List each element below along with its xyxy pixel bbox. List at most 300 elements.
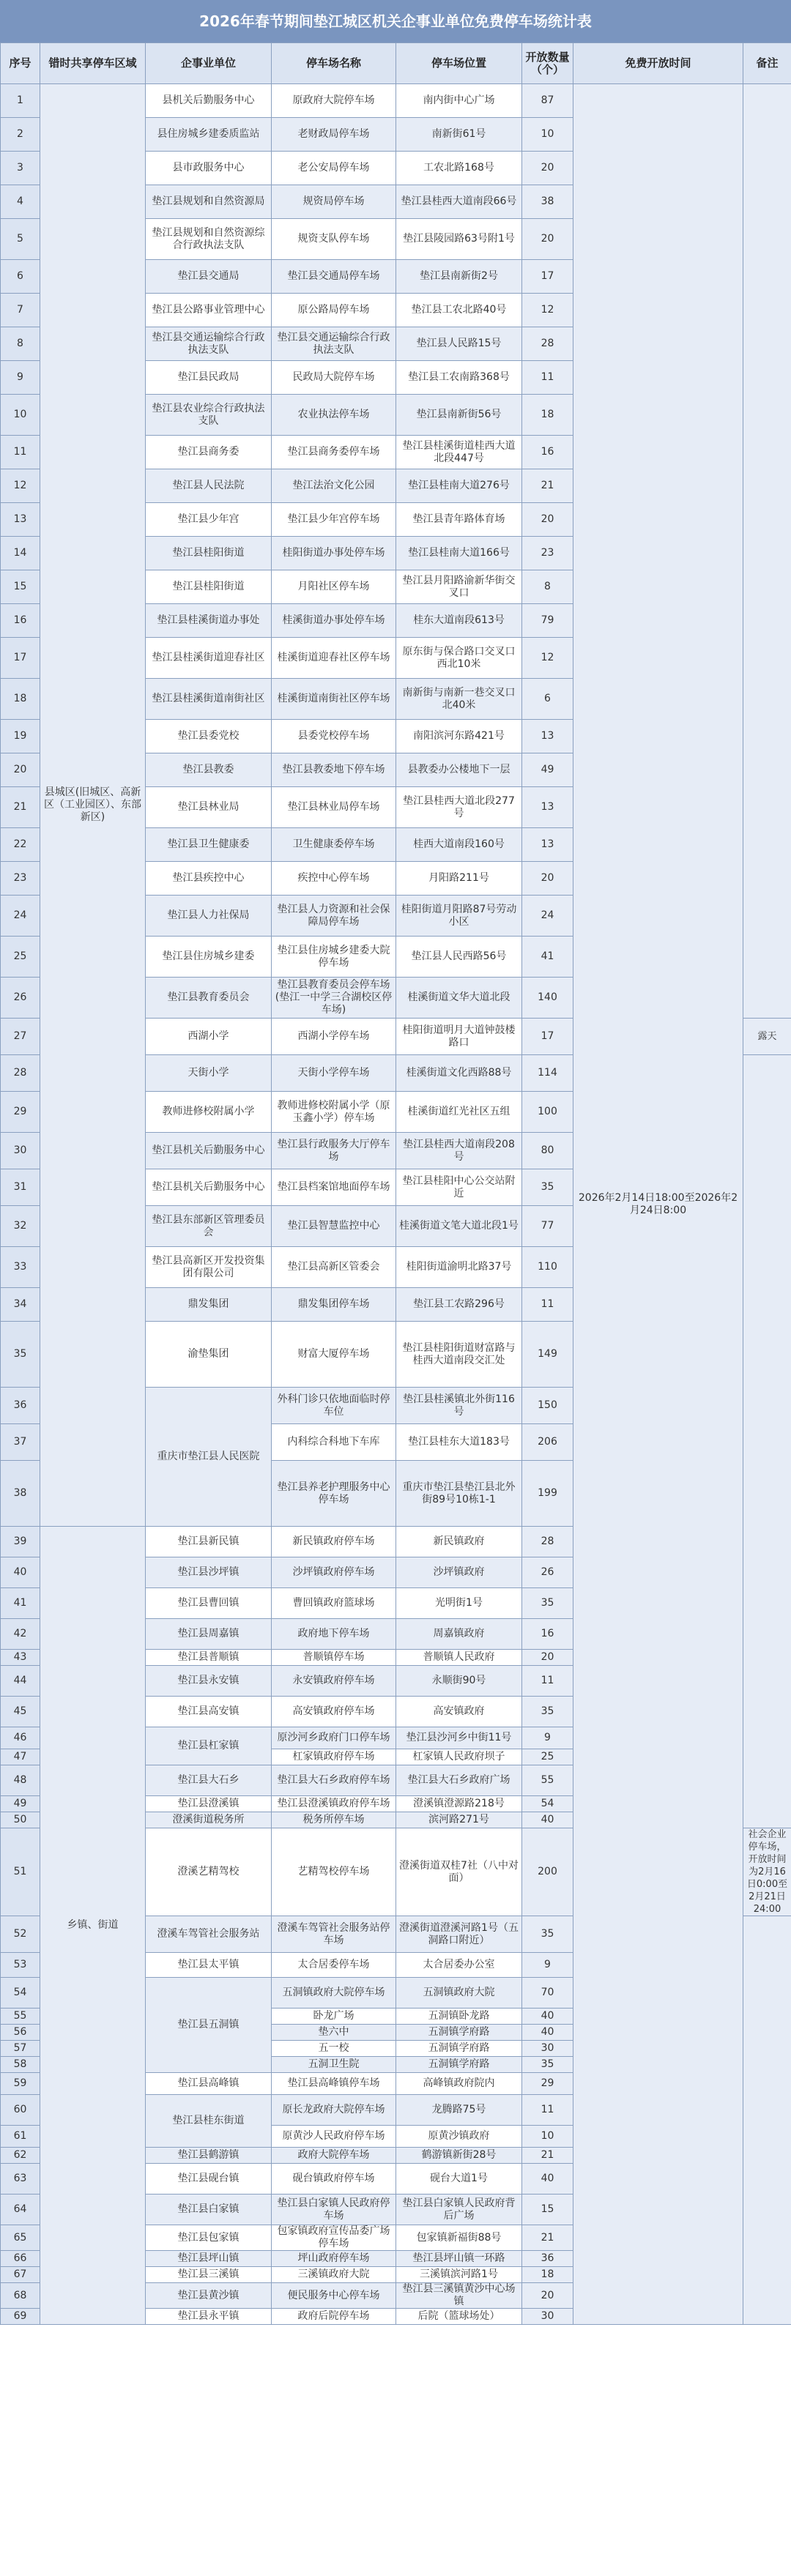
open-count-cell: 20 bbox=[522, 152, 573, 185]
open-count-cell: 8 bbox=[522, 570, 573, 604]
row-number: 11 bbox=[1, 436, 40, 469]
lot-name-cell: 民政局大院停车场 bbox=[272, 361, 396, 395]
unit-cell: 垫江县包家镇 bbox=[146, 2225, 272, 2251]
lot-name-cell: 桂溪街道办事处停车场 bbox=[272, 604, 396, 638]
row-number: 1 bbox=[1, 84, 40, 118]
unit-cell: 垫江县机关后勤服务中心 bbox=[146, 1169, 272, 1206]
header-cell: 企事业单位 bbox=[146, 43, 272, 84]
row-number: 41 bbox=[1, 1588, 40, 1619]
lot-location-cell: 龙腾路75号 bbox=[396, 2095, 522, 2126]
row-number: 12 bbox=[1, 469, 40, 503]
row-number: 5 bbox=[1, 219, 40, 260]
lot-location-cell: 垫江县白家镇人民政府背后广场 bbox=[396, 2195, 522, 2225]
open-count-cell: 87 bbox=[522, 84, 573, 118]
lot-location-cell: 垫江县桂西大道北段277号 bbox=[396, 787, 522, 828]
open-count-cell: 11 bbox=[522, 361, 573, 395]
unit-cell: 澄溪艺精驾校 bbox=[146, 1828, 272, 1916]
open-count-cell: 40 bbox=[522, 2009, 573, 2025]
unit-cell: 垫江县高新区开发投资集团有限公司 bbox=[146, 1247, 272, 1288]
lot-location-cell: 澄溪街道双桂7社（八中对面） bbox=[396, 1828, 522, 1916]
header-cell: 错时共享停车区域 bbox=[40, 43, 146, 84]
table-row bbox=[1, 84, 791, 118]
row-number: 68 bbox=[1, 2283, 40, 2309]
note-cell bbox=[743, 1916, 791, 2325]
unit-cell: 县住房城乡建委质监站 bbox=[146, 118, 272, 152]
lot-location-cell: 垫江县桂南大道166号 bbox=[396, 537, 522, 570]
unit-cell: 县机关后勤服务中心 bbox=[146, 84, 272, 118]
row-number: 42 bbox=[1, 1619, 40, 1650]
row-number: 16 bbox=[1, 604, 40, 638]
row-number: 47 bbox=[1, 1749, 40, 1765]
row-number: 40 bbox=[1, 1557, 40, 1588]
lot-name-cell: 永安镇政府停车场 bbox=[272, 1666, 396, 1697]
open-count-cell: 80 bbox=[522, 1133, 573, 1169]
unit-cell: 垫江县公路事业管理中心 bbox=[146, 294, 272, 327]
lot-name-cell: 原公路局停车场 bbox=[272, 294, 396, 327]
lot-location-cell: 南内街中心广场 bbox=[396, 84, 522, 118]
row-number: 4 bbox=[1, 185, 40, 219]
lot-location-cell: 南阳滨河东路421号 bbox=[396, 720, 522, 753]
open-count-cell: 40 bbox=[522, 2025, 573, 2041]
lot-location-cell: 新民镇政府 bbox=[396, 1527, 522, 1557]
unit-cell: 垫江县桂东街道 bbox=[146, 2095, 272, 2148]
lot-location-cell: 垫江县工农南路368号 bbox=[396, 361, 522, 395]
unit-cell: 垫江县商务委 bbox=[146, 436, 272, 469]
lot-location-cell: 包家镇新福街88号 bbox=[396, 2225, 522, 2251]
lot-location-cell: 垫江县桂西大道南段208号 bbox=[396, 1133, 522, 1169]
lot-location-cell: 垫江县桂阳中心公交站附近 bbox=[396, 1169, 522, 1206]
lot-name-cell: 垫江县档案馆地面停车场 bbox=[272, 1169, 396, 1206]
lot-location-cell: 垫江县沙河乡中街11号 bbox=[396, 1727, 522, 1749]
unit-cell: 重庆市垫江县人民医院 bbox=[146, 1388, 272, 1527]
lot-location-cell: 桂溪街道文华大道北段 bbox=[396, 978, 522, 1019]
lot-location-cell: 桂溪街道红光社区五组 bbox=[396, 1092, 522, 1133]
row-number: 53 bbox=[1, 1953, 40, 1978]
open-count-cell: 200 bbox=[522, 1828, 573, 1916]
open-count-cell: 21 bbox=[522, 469, 573, 503]
lot-name-cell: 外科门诊只依地面临时停车位 bbox=[272, 1388, 396, 1424]
open-count-cell: 36 bbox=[522, 2251, 573, 2267]
unit-cell: 垫江县桂溪街道南街社区 bbox=[146, 679, 272, 720]
lot-name-cell: 月阳社区停车场 bbox=[272, 570, 396, 604]
lot-name-cell: 杠家镇政府停车场 bbox=[272, 1749, 396, 1765]
lot-location-cell: 砚台大道1号 bbox=[396, 2164, 522, 2195]
lot-name-cell: 垫六中 bbox=[272, 2025, 396, 2041]
row-number: 55 bbox=[1, 2009, 40, 2025]
open-count-cell: 40 bbox=[522, 2164, 573, 2195]
unit-cell: 鼎发集团 bbox=[146, 1288, 272, 1322]
lot-location-cell: 垫江县人民路15号 bbox=[396, 327, 522, 361]
lot-location-cell: 高安镇政府 bbox=[396, 1697, 522, 1727]
note-cell: 社会企业停车场，开放时间为2月16日0:00至2月21日24:00 bbox=[743, 1828, 791, 1916]
unit-cell: 垫江县黄沙镇 bbox=[146, 2283, 272, 2309]
unit-cell: 县市政服务中心 bbox=[146, 152, 272, 185]
lot-name-cell: 曹回镇政府篮球场 bbox=[272, 1588, 396, 1619]
lot-location-cell: 澄溪街道澄溪河路1号（五洞路口附近） bbox=[396, 1916, 522, 1953]
lot-name-cell: 坪山政府停车场 bbox=[272, 2251, 396, 2267]
open-count-cell: 149 bbox=[522, 1322, 573, 1388]
lot-location-cell: 垫江县南新街56号 bbox=[396, 395, 522, 436]
row-number: 28 bbox=[1, 1055, 40, 1092]
unit-cell: 垫江县杠家镇 bbox=[146, 1727, 272, 1765]
unit-cell: 垫江县周嘉镇 bbox=[146, 1619, 272, 1650]
unit-cell: 垫江县住房城乡建委 bbox=[146, 937, 272, 978]
unit-cell: 垫江县少年宫 bbox=[146, 503, 272, 537]
open-count-cell: 20 bbox=[522, 1650, 573, 1666]
lot-location-cell: 五洞镇政府大院 bbox=[396, 1978, 522, 2009]
lot-name-cell: 艺精驾校停车场 bbox=[272, 1828, 396, 1916]
lot-name-cell: 财富大厦停车场 bbox=[272, 1322, 396, 1388]
open-count-cell: 11 bbox=[522, 1666, 573, 1697]
row-number: 33 bbox=[1, 1247, 40, 1288]
lot-name-cell: 教师进修校附属小学（原玉鑫小学）停车场 bbox=[272, 1092, 396, 1133]
lot-name-cell: 垫江县交通运输综合行政执法支队 bbox=[272, 327, 396, 361]
row-number: 61 bbox=[1, 2126, 40, 2148]
row-number: 69 bbox=[1, 2309, 40, 2325]
lot-location-cell: 县教委办公楼地下一层 bbox=[396, 753, 522, 787]
lot-location-cell: 永顺街90号 bbox=[396, 1666, 522, 1697]
lot-location-cell: 重庆市垫江县垫江县北外街89号10栋1-1 bbox=[396, 1461, 522, 1527]
parking-table bbox=[0, 42, 791, 2325]
lot-name-cell: 垫江县教委地下停车场 bbox=[272, 753, 396, 787]
row-number: 18 bbox=[1, 679, 40, 720]
unit-cell: 垫江县砚台镇 bbox=[146, 2164, 272, 2195]
row-number: 59 bbox=[1, 2073, 40, 2095]
lot-name-cell: 五洞镇政府大院停车场 bbox=[272, 1978, 396, 2009]
row-number: 60 bbox=[1, 2095, 40, 2126]
lot-location-cell: 垫江县坪山镇一环路 bbox=[396, 2251, 522, 2267]
open-count-cell: 140 bbox=[522, 978, 573, 1019]
row-number: 66 bbox=[1, 2251, 40, 2267]
table-title: 2026年春节期间垫江城区机关企事业单位免费停车场统计表 bbox=[0, 0, 791, 42]
row-number: 6 bbox=[1, 260, 40, 294]
lot-location-cell: 三溪镇滨河路1号 bbox=[396, 2267, 522, 2283]
open-count-cell: 28 bbox=[522, 327, 573, 361]
open-count-cell: 70 bbox=[522, 1978, 573, 2009]
unit-cell: 天街小学 bbox=[146, 1055, 272, 1092]
lot-name-cell: 县委党校停车场 bbox=[272, 720, 396, 753]
row-number: 7 bbox=[1, 294, 40, 327]
lot-name-cell: 五一校 bbox=[272, 2041, 396, 2057]
lot-location-cell: 后院（篮球场处） bbox=[396, 2309, 522, 2325]
lot-name-cell: 砚台镇政府停车场 bbox=[272, 2164, 396, 2195]
lot-location-cell: 工农北路168号 bbox=[396, 152, 522, 185]
row-number: 46 bbox=[1, 1727, 40, 1749]
open-count-cell: 17 bbox=[522, 260, 573, 294]
lot-location-cell: 垫江县人民西路56号 bbox=[396, 937, 522, 978]
open-count-cell: 20 bbox=[522, 2283, 573, 2309]
row-number: 45 bbox=[1, 1697, 40, 1727]
open-count-cell: 77 bbox=[522, 1206, 573, 1247]
lot-name-cell: 垫江县林业局停车场 bbox=[272, 787, 396, 828]
row-number: 64 bbox=[1, 2195, 40, 2225]
lot-name-cell: 老财政局停车场 bbox=[272, 118, 396, 152]
row-number: 51 bbox=[1, 1828, 40, 1916]
row-number: 29 bbox=[1, 1092, 40, 1133]
note-cell bbox=[743, 84, 791, 1019]
open-count-cell: 206 bbox=[522, 1424, 573, 1461]
open-count-cell: 199 bbox=[522, 1461, 573, 1527]
lot-name-cell: 垫江法治文化公园 bbox=[272, 469, 396, 503]
row-number: 54 bbox=[1, 1978, 40, 2009]
unit-cell: 垫江县人民法院 bbox=[146, 469, 272, 503]
row-number: 19 bbox=[1, 720, 40, 753]
lot-location-cell: 普顺镇人民政府 bbox=[396, 1650, 522, 1666]
header-cell: 免费开放时间 bbox=[573, 43, 743, 84]
lot-location-cell: 垫江县桂阳街道财富路与桂西大道南段交汇处 bbox=[396, 1322, 522, 1388]
lot-location-cell: 垫江县桂溪镇北外街116号 bbox=[396, 1388, 522, 1424]
open-count-cell: 11 bbox=[522, 2095, 573, 2126]
row-number: 50 bbox=[1, 1812, 40, 1828]
unit-cell: 垫江县三溪镇 bbox=[146, 2267, 272, 2283]
lot-name-cell: 内科综合科地下车库 bbox=[272, 1424, 396, 1461]
row-number: 10 bbox=[1, 395, 40, 436]
open-count-cell: 17 bbox=[522, 1019, 573, 1055]
open-count-cell: 114 bbox=[522, 1055, 573, 1092]
unit-cell: 垫江县新民镇 bbox=[146, 1527, 272, 1557]
unit-cell: 垫江县民政局 bbox=[146, 361, 272, 395]
lot-location-cell: 沙坪镇政府 bbox=[396, 1557, 522, 1588]
open-count-cell: 10 bbox=[522, 118, 573, 152]
unit-cell: 垫江县高安镇 bbox=[146, 1697, 272, 1727]
lot-name-cell: 垫江县行政服务大厅停车场 bbox=[272, 1133, 396, 1169]
lot-location-cell: 月阳路211号 bbox=[396, 862, 522, 896]
lot-name-cell: 原黄沙人民政府停车场 bbox=[272, 2126, 396, 2148]
unit-cell: 西湖小学 bbox=[146, 1019, 272, 1055]
lot-name-cell: 高安镇政府停车场 bbox=[272, 1697, 396, 1727]
open-count-cell: 18 bbox=[522, 395, 573, 436]
lot-name-cell: 澄溪车驾管社会服务站停车场 bbox=[272, 1916, 396, 1953]
row-number: 23 bbox=[1, 862, 40, 896]
lot-name-cell: 政府地下停车场 bbox=[272, 1619, 396, 1650]
lot-location-cell: 垫江县工农路296号 bbox=[396, 1288, 522, 1322]
open-count-cell: 38 bbox=[522, 185, 573, 219]
row-number: 25 bbox=[1, 937, 40, 978]
row-number: 56 bbox=[1, 2025, 40, 2041]
open-count-cell: 55 bbox=[522, 1765, 573, 1796]
lot-name-cell: 规资局停车场 bbox=[272, 185, 396, 219]
lot-name-cell: 鼎发集团停车场 bbox=[272, 1288, 396, 1322]
lot-location-cell: 五洞镇卧龙路 bbox=[396, 2009, 522, 2025]
lot-name-cell: 三溪镇政府大院 bbox=[272, 2267, 396, 2283]
unit-cell: 垫江县交通运输综合行政执法支队 bbox=[146, 327, 272, 361]
lot-location-cell: 五洞镇学府路 bbox=[396, 2025, 522, 2041]
lot-name-cell: 西湖小学停车场 bbox=[272, 1019, 396, 1055]
lot-name-cell: 沙坪镇政府停车场 bbox=[272, 1557, 396, 1588]
lot-location-cell: 垫江县桂东大道183号 bbox=[396, 1424, 522, 1461]
open-count-cell: 35 bbox=[522, 1916, 573, 1953]
open-count-cell: 35 bbox=[522, 2057, 573, 2073]
open-count-cell: 150 bbox=[522, 1388, 573, 1424]
row-number: 13 bbox=[1, 503, 40, 537]
lot-name-cell: 天街小学停车场 bbox=[272, 1055, 396, 1092]
lot-location-cell: 桂溪街道文化西路88号 bbox=[396, 1055, 522, 1092]
lot-location-cell: 垫江县陵园路63号附1号 bbox=[396, 219, 522, 260]
unit-cell: 垫江县桂溪街道迎春社区 bbox=[146, 638, 272, 679]
open-count-cell: 16 bbox=[522, 1619, 573, 1650]
unit-cell: 澄溪车驾管社会服务站 bbox=[146, 1916, 272, 1953]
open-count-cell: 54 bbox=[522, 1796, 573, 1812]
unit-cell: 垫江县交通局 bbox=[146, 260, 272, 294]
open-count-cell: 110 bbox=[522, 1247, 573, 1288]
row-number: 38 bbox=[1, 1461, 40, 1527]
open-count-cell: 24 bbox=[522, 896, 573, 937]
open-count-cell: 10 bbox=[522, 2126, 573, 2148]
lot-location-cell: 垫江县桂西大道南段66号 bbox=[396, 185, 522, 219]
unit-cell: 垫江县永平镇 bbox=[146, 2309, 272, 2325]
lot-location-cell: 桂西大道南段160号 bbox=[396, 828, 522, 862]
row-number: 17 bbox=[1, 638, 40, 679]
unit-cell: 垫江县林业局 bbox=[146, 787, 272, 828]
open-count-cell: 20 bbox=[522, 503, 573, 537]
lot-location-cell: 滨河路271号 bbox=[396, 1812, 522, 1828]
lot-name-cell: 政府后院停车场 bbox=[272, 2309, 396, 2325]
open-count-cell: 13 bbox=[522, 787, 573, 828]
open-count-cell: 35 bbox=[522, 1169, 573, 1206]
open-count-cell: 13 bbox=[522, 720, 573, 753]
note-cell bbox=[743, 1055, 791, 1828]
unit-cell: 垫江县曹回镇 bbox=[146, 1588, 272, 1619]
lot-name-cell: 包家镇政府宣传品委广场停车场 bbox=[272, 2225, 396, 2251]
row-number: 34 bbox=[1, 1288, 40, 1322]
open-count-cell: 12 bbox=[522, 294, 573, 327]
lot-name-cell: 政府大院停车场 bbox=[272, 2148, 396, 2164]
lot-location-cell: 桂东大道南段613号 bbox=[396, 604, 522, 638]
unit-cell: 垫江县规划和自然资源局 bbox=[146, 185, 272, 219]
row-number: 65 bbox=[1, 2225, 40, 2251]
unit-cell: 垫江县桂溪街道办事处 bbox=[146, 604, 272, 638]
lot-location-cell: 垫江县桂南大道276号 bbox=[396, 469, 522, 503]
lot-name-cell: 原长龙政府大院停车场 bbox=[272, 2095, 396, 2126]
lot-name-cell: 原沙河乡政府门口停车场 bbox=[272, 1727, 396, 1749]
unit-cell: 垫江县委党校 bbox=[146, 720, 272, 753]
row-number: 63 bbox=[1, 2164, 40, 2195]
lot-name-cell: 卧龙广场 bbox=[272, 2009, 396, 2025]
row-number: 27 bbox=[1, 1019, 40, 1055]
region-cell: 县城区(旧城区、高新区（工业园区）、东部新区) bbox=[40, 84, 146, 1527]
row-number: 39 bbox=[1, 1527, 40, 1557]
row-number: 22 bbox=[1, 828, 40, 862]
row-number: 9 bbox=[1, 361, 40, 395]
row-number: 43 bbox=[1, 1650, 40, 1666]
unit-cell: 垫江县教委 bbox=[146, 753, 272, 787]
unit-cell: 垫江县太平镇 bbox=[146, 1953, 272, 1978]
unit-cell: 垫江县规划和自然资源综合行政执法支队 bbox=[146, 219, 272, 260]
lot-name-cell: 垫江县交通局停车场 bbox=[272, 260, 396, 294]
open-count-cell: 23 bbox=[522, 537, 573, 570]
open-count-cell: 41 bbox=[522, 937, 573, 978]
row-number: 3 bbox=[1, 152, 40, 185]
unit-cell: 垫江县沙坪镇 bbox=[146, 1557, 272, 1588]
unit-cell: 垫江县桂阳街道 bbox=[146, 570, 272, 604]
lot-name-cell: 垫江县商务委停车场 bbox=[272, 436, 396, 469]
lot-location-cell: 鹤游镇新街28号 bbox=[396, 2148, 522, 2164]
header-cell: 开放数量（个） bbox=[522, 43, 573, 84]
unit-cell: 垫江县永安镇 bbox=[146, 1666, 272, 1697]
row-number: 21 bbox=[1, 787, 40, 828]
row-number: 52 bbox=[1, 1916, 40, 1953]
header-cell: 停车场位置 bbox=[396, 43, 522, 84]
lot-location-cell: 桂阳街道明月大道钟鼓楼路口 bbox=[396, 1019, 522, 1055]
note-cell: 露天 bbox=[743, 1019, 791, 1055]
row-number: 49 bbox=[1, 1796, 40, 1812]
row-number: 24 bbox=[1, 896, 40, 937]
row-number: 26 bbox=[1, 978, 40, 1019]
unit-cell: 垫江县澄溪镇 bbox=[146, 1796, 272, 1812]
lot-name-cell: 垫江县高峰镇停车场 bbox=[272, 2073, 396, 2095]
open-count-cell: 16 bbox=[522, 436, 573, 469]
open-count-cell: 9 bbox=[522, 1727, 573, 1749]
lot-name-cell: 五洞卫生院 bbox=[272, 2057, 396, 2073]
open-count-cell: 21 bbox=[522, 2148, 573, 2164]
unit-cell: 垫江县教育委员会 bbox=[146, 978, 272, 1019]
unit-cell: 垫江县五洞镇 bbox=[146, 1978, 272, 2073]
unit-cell: 垫江县坪山镇 bbox=[146, 2251, 272, 2267]
open-count-cell: 20 bbox=[522, 219, 573, 260]
lot-location-cell: 桂溪街道文笔大道北段1号 bbox=[396, 1206, 522, 1247]
row-number: 36 bbox=[1, 1388, 40, 1424]
open-count-cell: 26 bbox=[522, 1557, 573, 1588]
open-count-cell: 40 bbox=[522, 1812, 573, 1828]
open-count-cell: 100 bbox=[522, 1092, 573, 1133]
open-count-cell: 28 bbox=[522, 1527, 573, 1557]
unit-cell: 教师进修校附属小学 bbox=[146, 1092, 272, 1133]
lot-location-cell: 南新街与南新一巷交叉口北40米 bbox=[396, 679, 522, 720]
lot-name-cell: 老公安局停车场 bbox=[272, 152, 396, 185]
lot-location-cell: 桂阳街道月阳路87号劳动小区 bbox=[396, 896, 522, 937]
open-count-cell: 9 bbox=[522, 1953, 573, 1978]
lot-location-cell: 垫江县南新街2号 bbox=[396, 260, 522, 294]
row-number: 58 bbox=[1, 2057, 40, 2073]
lot-name-cell: 新民镇政府停车场 bbox=[272, 1527, 396, 1557]
lot-location-cell: 五洞镇学府路 bbox=[396, 2057, 522, 2073]
row-number: 44 bbox=[1, 1666, 40, 1697]
open-count-cell: 15 bbox=[522, 2195, 573, 2225]
unit-cell: 垫江县白家镇 bbox=[146, 2195, 272, 2225]
lot-location-cell: 五洞镇学府路 bbox=[396, 2041, 522, 2057]
lot-name-cell: 垫江县少年宫停车场 bbox=[272, 503, 396, 537]
lot-name-cell: 原政府大院停车场 bbox=[272, 84, 396, 118]
lot-name-cell: 垫江县住房城乡建委大院停车场 bbox=[272, 937, 396, 978]
unit-cell: 垫江县大石乡 bbox=[146, 1765, 272, 1796]
row-number: 67 bbox=[1, 2267, 40, 2283]
lot-location-cell: 垫江县大石乡政府广场 bbox=[396, 1765, 522, 1796]
unit-cell: 垫江县鹤游镇 bbox=[146, 2148, 272, 2164]
lot-name-cell: 桂溪街道南街社区停车场 bbox=[272, 679, 396, 720]
open-count-cell: 30 bbox=[522, 2309, 573, 2325]
header-cell: 备注 bbox=[743, 43, 791, 84]
lot-location-cell: 垫江县青年路体育场 bbox=[396, 503, 522, 537]
unit-cell: 垫江县机关后勤服务中心 bbox=[146, 1133, 272, 1169]
lot-name-cell: 便民服务中心停车场 bbox=[272, 2283, 396, 2309]
row-number: 31 bbox=[1, 1169, 40, 1206]
lot-location-cell: 垫江县桂溪街道桂西大道北段447号 bbox=[396, 436, 522, 469]
unit-cell: 垫江县人力社保局 bbox=[146, 896, 272, 937]
unit-cell: 垫江县农业综合行政执法支队 bbox=[146, 395, 272, 436]
lot-name-cell: 太合居委停车场 bbox=[272, 1953, 396, 1978]
lot-name-cell: 普顺镇停车场 bbox=[272, 1650, 396, 1666]
lot-name-cell: 卫生健康委停车场 bbox=[272, 828, 396, 862]
row-number: 62 bbox=[1, 2148, 40, 2164]
lot-location-cell: 南新街61号 bbox=[396, 118, 522, 152]
lot-name-cell: 垫江县智慧监控中心 bbox=[272, 1206, 396, 1247]
open-count-cell: 25 bbox=[522, 1749, 573, 1765]
open-count-cell: 18 bbox=[522, 2267, 573, 2283]
open-count-cell: 13 bbox=[522, 828, 573, 862]
row-number: 8 bbox=[1, 327, 40, 361]
lot-name-cell: 垫江县人力资源和社会保障局停车场 bbox=[272, 896, 396, 937]
row-number: 48 bbox=[1, 1765, 40, 1796]
